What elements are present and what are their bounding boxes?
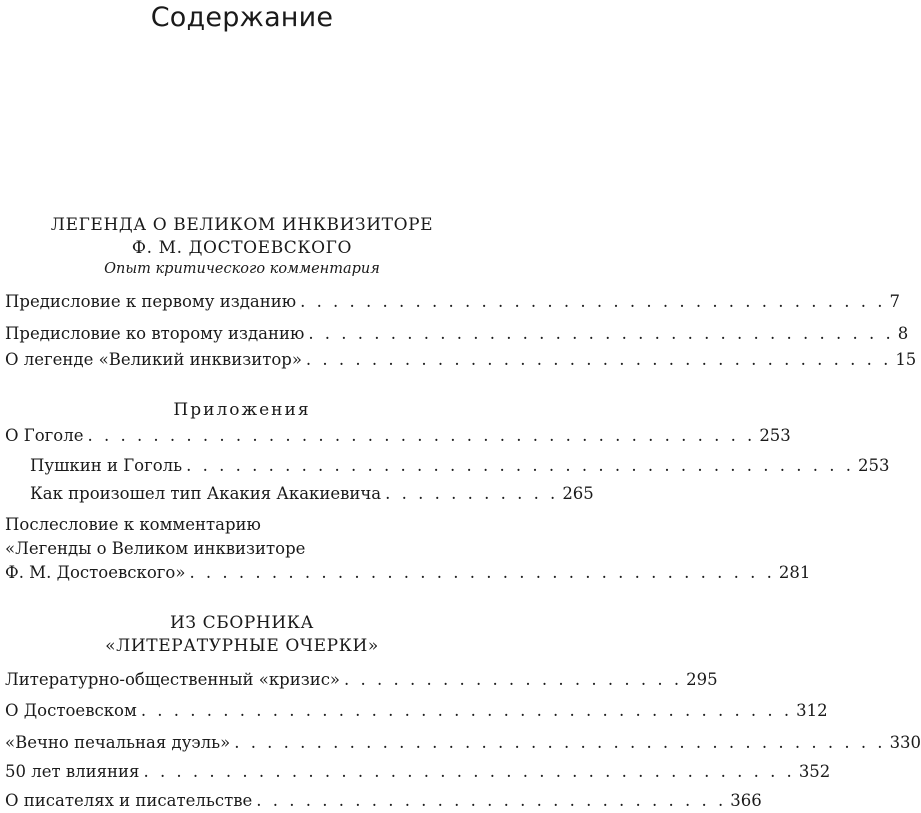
leader-dots: . . . . . . . . . . . . . . . . . . . . . . . . . . . . . . . . . . . . . . . .	[140, 701, 793, 720]
leader-dots: . . . . . . . . . . . . . . . . . . . . . . . . . . . . . . . . . . . .	[308, 324, 894, 343]
afterword-line2: «Легенды о Великом инквизиторе	[5, 539, 306, 558]
section1-heading-line2: Ф. М. ДОСТОЕВСКОГО	[131, 238, 353, 258]
toc-entry-page: 15	[895, 350, 917, 369]
toc-entry-page: 253	[857, 456, 890, 475]
afterword-line1: Послесловие к комментарию	[5, 515, 261, 534]
leader-dots: . . . . . . . . . . . . . . . . . . . . . . . . . . . . . . . . . . . .	[300, 292, 886, 311]
toc-entry[interactable]	[5, 322, 909, 346]
toc-entry-page: 8	[897, 324, 909, 343]
toc-entry-label: Предисловие ко второму изданию	[5, 324, 305, 343]
leader-dots: . . . . . . . . . . . . . . . . . . . . . . . . . . . . . . . . . . . .	[305, 350, 892, 369]
toc-entry-label: 50 лет влияния	[5, 762, 140, 781]
toc-entry[interactable]	[5, 760, 831, 784]
toc-entry[interactable]	[5, 668, 718, 692]
afterword-last-row	[5, 561, 811, 585]
toc-entry[interactable]	[30, 482, 594, 506]
toc-entry-label: Как произошел тип Акакия Акакиевича	[30, 484, 382, 503]
toc-entry-label: О Гоголе	[5, 426, 84, 445]
leader-dots: . . . . . . . . . . . . . . . . . . . . . . . . . . . . .	[256, 791, 727, 810]
toc-entry-page: 330	[889, 733, 921, 752]
toc-entry-label: О Достоевском	[5, 701, 137, 720]
toc-entry-page: 312	[796, 701, 828, 720]
toc-entry[interactable]	[5, 290, 900, 314]
toc-entry-label: «Вечно печальная дуэль»	[5, 733, 231, 752]
toc-entry-label: Литературно-общественный «кризис»	[5, 670, 341, 689]
leader-dots: . . . . . . . . . . . . . . . . . . . . .	[344, 670, 683, 689]
afterword-line3: Ф. М. Достоевского»	[5, 563, 186, 582]
section2-heading-line1: ИЗ СБОРНИКА	[170, 613, 314, 633]
toc-entry-page: 265	[562, 484, 594, 503]
section1-heading-line1: ЛЕГЕНДА О ВЕЛИКОМ ИНКВИЗИТОРЕ	[50, 215, 434, 235]
toc-entry-label: О писателях и писательстве	[5, 791, 253, 810]
section2-heading-line2: «ЛИТЕРАТУРНЫЕ ОЧЕРКИ»	[105, 636, 379, 656]
leader-dots: . . . . . . . . . . . . . . . . . . . . . . . . . . . . . . . . . . . . . . . .	[143, 762, 795, 781]
toc-entry[interactable]	[30, 454, 890, 478]
toc-entry-page: 7	[889, 292, 900, 311]
page-title: Содержание	[150, 2, 334, 33]
toc-entry-page: 352	[798, 762, 831, 781]
toc-entry-page: 281	[778, 563, 811, 582]
toc-entry-page: 253	[759, 426, 791, 445]
toc-entry[interactable]	[5, 731, 921, 755]
toc-entry-afterword[interactable]	[5, 513, 811, 585]
toc-entry-label: Пушкин и Гоголь	[30, 456, 183, 475]
toc-entry-label: О легенде «Великий инквизитор»	[5, 350, 302, 369]
leader-dots: . . . . . . . . . . . . . . . . . . . . . . . . . . . . . . . . . . . .	[189, 563, 775, 582]
section1-subtitle: Опыт критического комментария	[104, 261, 380, 277]
leader-dots: . . . . . . . . . . .	[385, 484, 559, 503]
leader-dots: . . . . . . . . . . . . . . . . . . . . . . . . . . . . . . . . . . . . . . . .	[234, 733, 886, 752]
toc-entry[interactable]	[5, 789, 762, 813]
toc-entry[interactable]	[5, 348, 917, 372]
toc-entry-page: 366	[730, 791, 762, 810]
toc-entry[interactable]	[5, 699, 828, 723]
toc-entry[interactable]	[5, 424, 791, 448]
toc-entry-label: Предисловие к первому изданию	[5, 292, 297, 311]
appendix-heading: Приложения	[173, 400, 311, 420]
toc-entry-page: 295	[686, 670, 718, 689]
leader-dots: . . . . . . . . . . . . . . . . . . . . . . . . . . . . . . . . . . . . . . . . .	[87, 426, 756, 445]
leader-dots: . . . . . . . . . . . . . . . . . . . . . . . . . . . . . . . . . . . . . . . . .	[186, 456, 854, 475]
